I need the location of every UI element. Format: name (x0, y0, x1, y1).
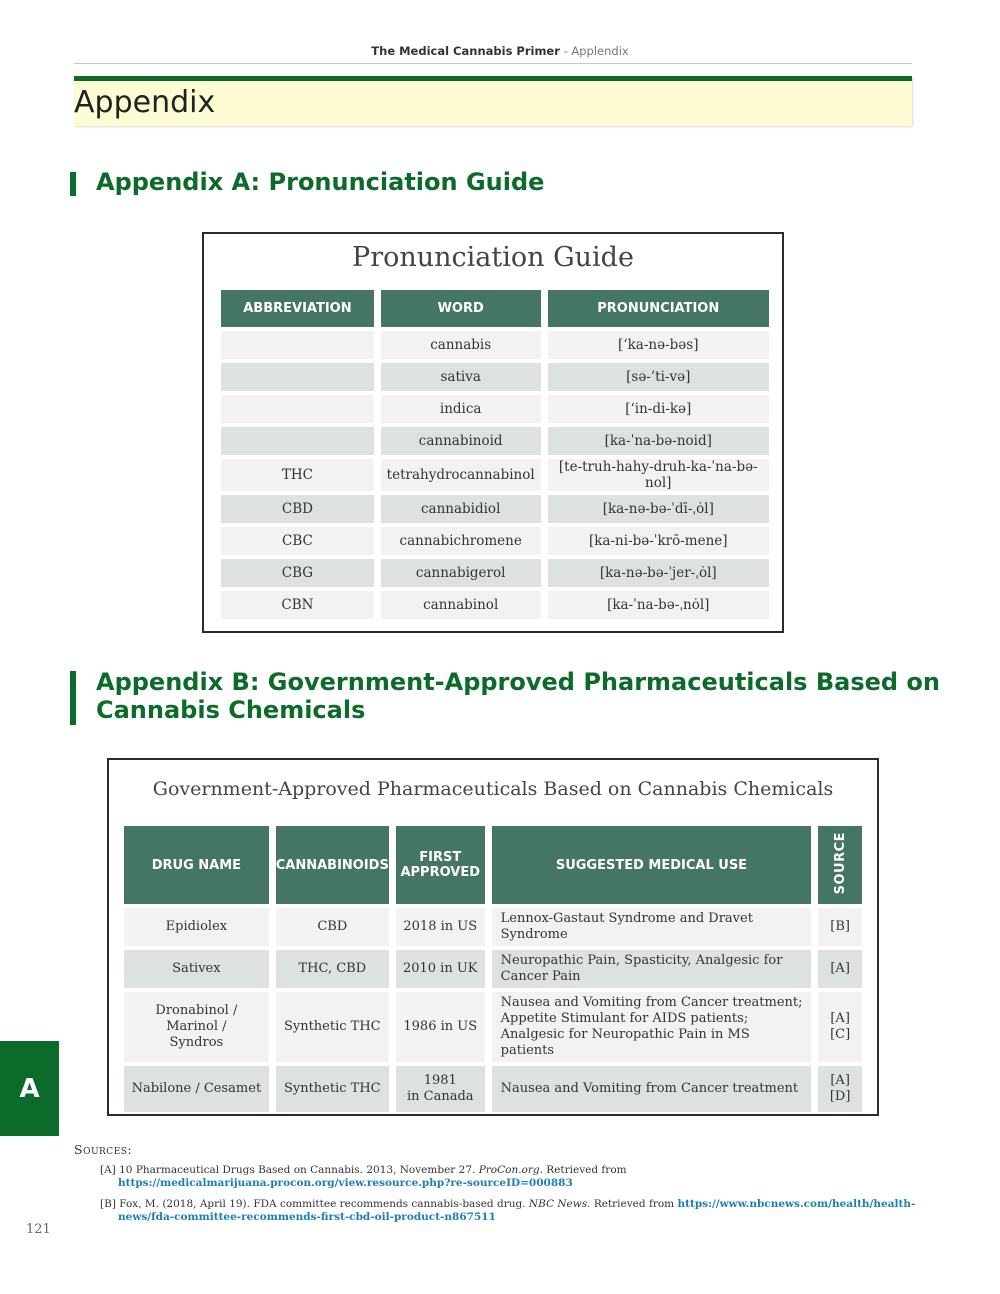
abbreviation-cell: CBN (221, 591, 374, 619)
word-cell: cannabinoid (381, 427, 541, 455)
table-row (221, 363, 769, 391)
table-row (124, 992, 862, 1062)
table-row (124, 950, 862, 988)
source-cell: [A] [D] (818, 1066, 862, 1112)
source-link[interactable]: https://medicalmarijuana.procon.org/view.resource.php?re-sourceID=000883 (118, 1177, 573, 1189)
table-row (221, 427, 769, 455)
abbreviation-cell (221, 427, 374, 455)
pronunciation-cell: [ka-ˈna-bə-noid] (548, 427, 769, 455)
column-header-suggested-medical-use: SUGGESTED MEDICAL USE (492, 826, 812, 904)
drug-name-cell: Sativex (124, 950, 269, 988)
source-publication: ProCon.org. (478, 1164, 543, 1176)
cannabinoids-cell: CBD (276, 908, 389, 946)
appendix-banner (74, 76, 912, 126)
appendix-b-heading-line-2: Cannabis Chemicals (96, 696, 366, 724)
source-link[interactable]: https://www.nbcnews.com/health/health-news/fda-committee-recommends-first-cbd-oil-product-n867511 (118, 1198, 916, 1223)
drug-name-cell: Nabilone / Cesamet (124, 1066, 269, 1112)
appendix-a-heading: Appendix A: Pronunciation Guide (96, 168, 545, 196)
source-publication: NBC News. (528, 1198, 591, 1210)
abbreviation-cell (221, 363, 374, 391)
table-row (124, 908, 862, 946)
word-cell: cannabidiol (381, 495, 541, 523)
abbreviation-cell: CBD (221, 495, 374, 523)
abbreviation-cell: THC (221, 459, 374, 491)
drug-name-cell: Epidiolex (124, 908, 269, 946)
abbreviation-cell: CBG (221, 559, 374, 587)
source-text-after: Retrieved from (542, 1164, 627, 1176)
word-cell: cannabinol (381, 591, 541, 619)
cannabinoids-cell: Synthetic THC (276, 1066, 389, 1112)
source-cell: [B] (818, 908, 862, 946)
page-title: Appendix (74, 85, 216, 120)
book-title: The Medical Cannabis Primer (371, 44, 560, 58)
side-tab-letter: A (19, 1073, 40, 1104)
source-cell: [A] [C] (818, 992, 862, 1062)
pronunciation-cell: [ka-ni-bə-ˈkrō-mene] (548, 527, 769, 555)
running-head-separator: - (559, 44, 572, 58)
word-cell: cannabigerol (381, 559, 541, 587)
column-header-drug-name: DRUG NAME (124, 826, 269, 904)
pharmaceuticals-figure-title: Government-Approved Pharmaceuticals Based on Cannabis Chemicals (152, 778, 834, 800)
source-entry-b (100, 1198, 920, 1224)
pronunciation-cell: [ka-nə-bə-ˈdī-ˌȯl] (548, 495, 769, 523)
source-entry-a (100, 1164, 920, 1190)
medical-use-cell: Nausea and Vomiting from Cancer treatment (492, 1066, 812, 1112)
abbreviation-cell: CBC (221, 527, 374, 555)
cannabinoids-cell: THC, CBD (276, 950, 389, 988)
column-header-source (818, 826, 862, 904)
column-header-pronunciation: PRONUNCIATION (548, 290, 769, 327)
table-row (221, 459, 769, 491)
word-cell: cannabis (381, 331, 541, 359)
abbreviation-cell (221, 331, 374, 359)
table-row (221, 527, 769, 555)
pronunciation-cell: [‘in-di-kə] (548, 395, 769, 423)
section-b-marker (70, 671, 76, 725)
sources-label: Sources: (74, 1142, 133, 1157)
page-number: 121 (26, 1222, 51, 1237)
table-header-row (221, 290, 769, 327)
source-text: 10 Pharmaceutical Drugs Based on Cannabis. 2013, November 27. (119, 1164, 479, 1176)
source-text: Fox, M. (2018, April 19). FDA committee recommends cannabis-based drug. (119, 1198, 529, 1210)
appendix-b-heading-line-1: Appendix B: Government-Approved Pharmaceuticals Based on (96, 668, 940, 696)
pharmaceuticals-figure (107, 758, 879, 1116)
word-cell: cannabichromene (381, 527, 541, 555)
medical-use-cell: Nausea and Vomiting from Cancer treatment; Appetite Stimulant for AIDS patients; Analgesic for Neuropathic Pain in MS patients (492, 992, 812, 1062)
word-cell: indica (381, 395, 541, 423)
pronunciation-cell: [te-truh-hahy-druh-ka-ˈna-bə-nol] (548, 459, 769, 491)
source-header-label: SOURCE (832, 831, 848, 895)
pronunciation-guide-figure (202, 232, 784, 633)
header-rule (74, 63, 912, 64)
cannabinoids-cell: Synthetic THC (276, 992, 389, 1062)
pronunciation-cell: [ka-ˈna-bə-ˌnȯl] (548, 591, 769, 619)
word-cell: sativa (381, 363, 541, 391)
source-cell: [A] (818, 950, 862, 988)
table-row (221, 395, 769, 423)
appendix-side-tab (0, 1041, 59, 1136)
table-row (221, 591, 769, 619)
table-row (221, 559, 769, 587)
table-row (124, 1066, 862, 1112)
first-approved-cell: 1981 in Canada (396, 1066, 485, 1112)
column-header-first-approved: FIRST APPROVED (396, 826, 485, 904)
column-header-cannabinoids: CANNABINOIDS (276, 826, 389, 904)
appendix-b-heading (96, 668, 940, 724)
table-row (221, 495, 769, 523)
pronunciation-figure-title: Pronunciation Guide (352, 242, 634, 273)
abbreviation-cell (221, 395, 374, 423)
first-approved-cell: 2018 in US (396, 908, 485, 946)
running-head-section: Applendix (571, 44, 629, 58)
source-id: [B] (100, 1198, 116, 1210)
pronunciation-cell: [ka-nə-bə-ˈjer-ˌȯl] (548, 559, 769, 587)
pronunciation-cell: [‘ka-nə-bəs] (548, 331, 769, 359)
pronunciation-table (214, 286, 776, 623)
section-a-marker (70, 172, 76, 196)
table-header-row (124, 826, 862, 904)
word-cell: tetrahydrocannabinol (381, 459, 541, 491)
source-id: [A] (100, 1164, 116, 1176)
table-row (221, 331, 769, 359)
first-approved-cell: 1986 in US (396, 992, 485, 1062)
first-approved-cell: 2010 in UK (396, 950, 485, 988)
drug-name-cell: Dronabinol / Marinol / Syndros (124, 992, 269, 1062)
medical-use-cell: Lennox-Gastaut Syndrome and Dravet Syndrome (492, 908, 812, 946)
column-header-word: WORD (381, 290, 541, 327)
source-text-after: Retrieved from (590, 1198, 678, 1210)
medical-use-cell: Neuropathic Pain, Spasticity, Analgesic for Cancer Pain (492, 950, 812, 988)
pronunciation-cell: [sə-’ti-və] (548, 363, 769, 391)
column-header-abbreviation: ABBREVIATION (221, 290, 374, 327)
pharmaceuticals-table (117, 822, 869, 1116)
running-head (0, 44, 1000, 58)
